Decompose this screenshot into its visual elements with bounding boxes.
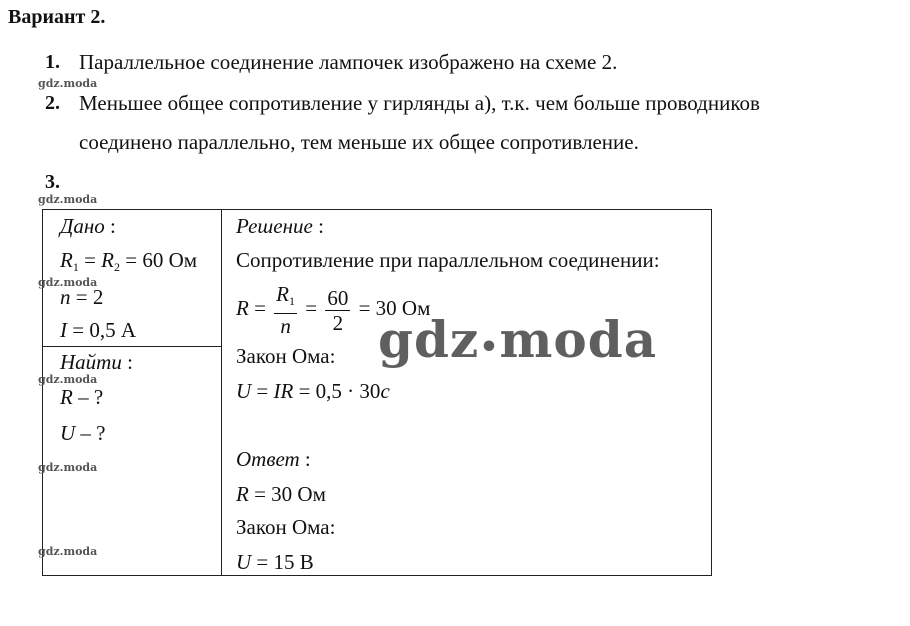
item-2-line-2: соединено параллельно, тем меньше их общее сопротивление.: [79, 130, 639, 154]
item-2-number: 2.: [45, 92, 60, 114]
given-find-divider: [43, 346, 222, 347]
item-3-number: 3.: [45, 171, 60, 193]
watermark-small: gdz.moda: [38, 276, 98, 289]
item-2-line-1: Меньшее общее сопротивление у гирлянды а), т.к. чем больше проводников: [79, 91, 760, 115]
find-u: U – ?: [60, 421, 106, 445]
watermark-large: gdz•moda: [378, 310, 658, 369]
column-divider: [221, 210, 222, 575]
resistance-formula: R = $\frac{R_1}{n}$ = $\frac{60}{2}$ = 30 Ом: [236, 282, 431, 338]
answer-u: U = 15 В: [236, 550, 314, 574]
item-1-text: Параллельное соединение лампочек изображено на схеме 2.: [79, 50, 618, 74]
ohm-law-label: Закон Ома:: [236, 344, 336, 368]
fraction-r1-n: $\frac{R_1}{n}$: [276, 282, 295, 338]
find-r: R – ?: [60, 385, 104, 409]
solution-table: [42, 209, 712, 576]
given-header: Дано :: [60, 214, 116, 238]
answer-r: R = 30 Ом: [236, 482, 326, 506]
solution-line-1: Сопротивление при параллельном соединении:: [236, 248, 660, 272]
voltage-formula: U = IR = 0,5 · 30c: [236, 379, 390, 403]
given-current: I = 0,5 А: [60, 318, 137, 342]
ohm-law-label-2: Закон Ома:: [236, 515, 336, 539]
solution-header: Решение :: [236, 214, 324, 238]
watermark-small: gdz.moda: [38, 461, 98, 474]
given-n: n = 2: [60, 285, 104, 309]
watermark-small: gdz.moda: [38, 193, 98, 206]
watermark-small: gdz.moda: [38, 373, 98, 386]
find-header: Найти :: [60, 350, 133, 374]
given-resistances: $R_1 = R_2 = 60$ Ом: [60, 248, 198, 274]
watermark-small: gdz.moda: [38, 545, 98, 558]
fraction-60-2: $\frac{60}{2}$: [327, 285, 349, 335]
watermark-small: gdz.moda: [38, 77, 98, 90]
page-title: Вариант 2.: [8, 6, 106, 28]
item-1-number: 1.: [45, 51, 60, 73]
answer-header: Ответ :: [236, 447, 311, 471]
